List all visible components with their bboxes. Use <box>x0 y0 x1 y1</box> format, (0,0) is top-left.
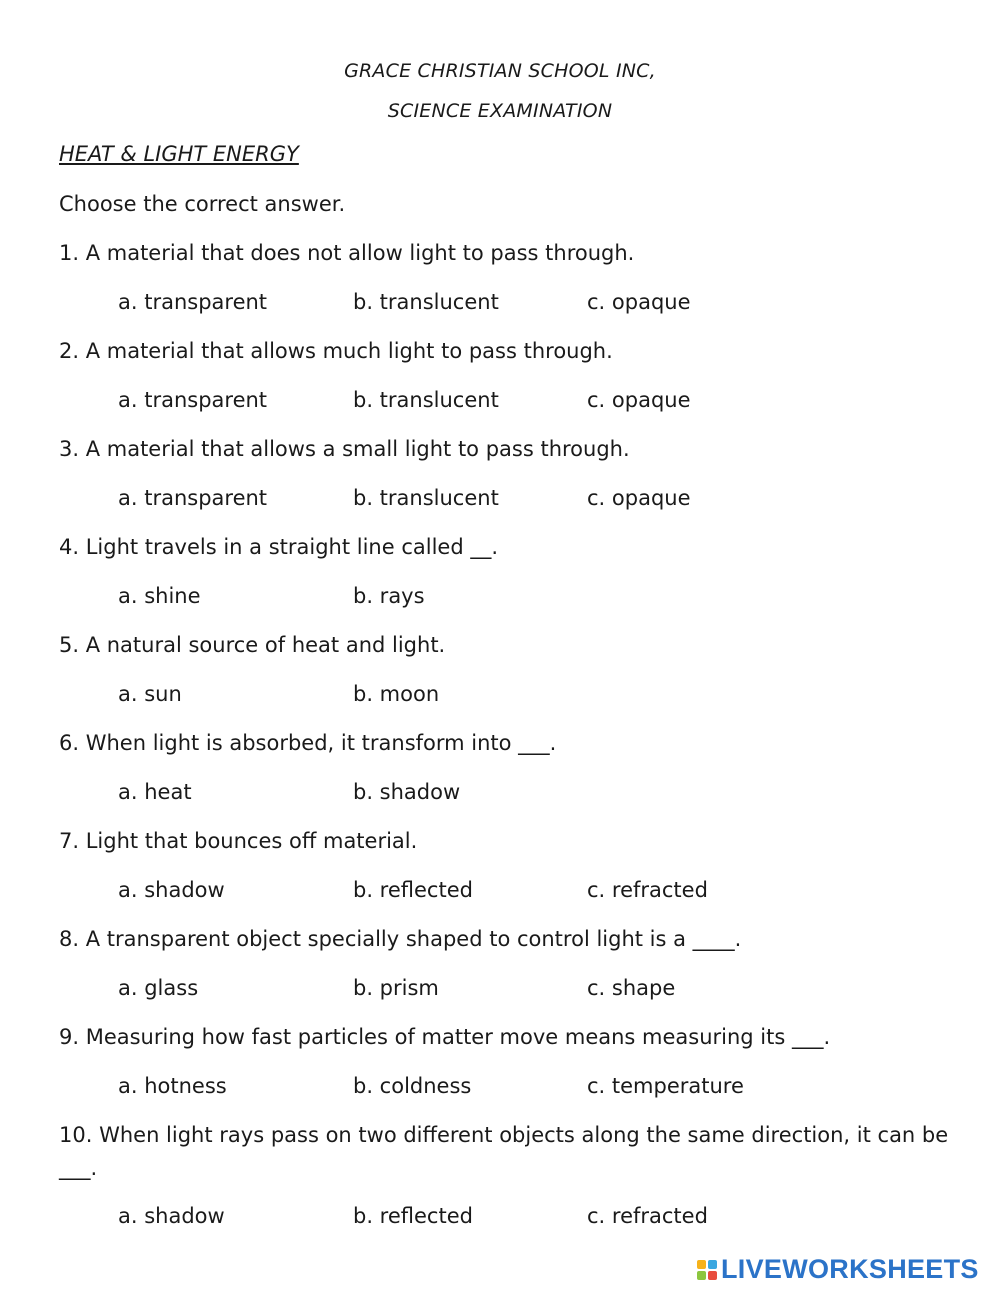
logo-tile <box>708 1260 717 1269</box>
question-4-option-a[interactable]: a. shine <box>118 584 201 608</box>
question-10-option-b[interactable]: b. reflected <box>353 1204 473 1228</box>
brand-name: LIVEWORKSHEETS <box>721 1254 979 1284</box>
liveworksheets-brand <box>697 1254 979 1285</box>
question-2-option-a[interactable]: a. transparent <box>118 388 268 412</box>
question-4: 4. Light travels in a straight line called __. <box>59 535 499 559</box>
question-10: 10. When light rays pass on two different objects along the same direction, it can be ___. <box>59 1123 949 1180</box>
question-10-option-a[interactable]: a. shadow <box>118 1204 225 1228</box>
question-2-option-b[interactable]: b. translucent <box>353 388 499 412</box>
question-5-option-b[interactable]: b. moon <box>353 682 440 706</box>
question-3: 3. A material that allows a small light to pass through. <box>59 437 630 461</box>
liveworksheets-logo-icon <box>697 1260 717 1280</box>
question-8-option-a[interactable]: a. glass <box>118 976 199 1000</box>
question-2-option-c[interactable]: c. opaque <box>587 388 691 412</box>
question-4-option-b[interactable]: b. rays <box>353 584 425 608</box>
question-8-option-b[interactable]: b. prism <box>353 976 439 1000</box>
question-7-option-a[interactable]: a. shadow <box>118 878 225 902</box>
question-1: 1. A material that does not allow light to pass through. <box>59 241 635 265</box>
question-6: 6. When light is absorbed, it transform into ___. <box>59 731 557 755</box>
question-8-option-c[interactable]: c. shape <box>587 976 676 1000</box>
question-6-option-b[interactable]: b. shadow <box>353 780 461 804</box>
question-7: 7. Light that bounces off material. <box>59 829 418 853</box>
question-5-option-a[interactable]: a. sun <box>118 682 182 706</box>
question-9-option-b[interactable]: b. coldness <box>353 1074 472 1098</box>
question-3-option-b[interactable]: b. translucent <box>353 486 499 510</box>
question-6-option-a[interactable]: a. heat <box>118 780 192 804</box>
school-name: GRACE CHRISTIAN SCHOOL INC, <box>344 60 656 82</box>
question-10-option-c[interactable]: c. refracted <box>587 1204 708 1228</box>
question-9-option-c[interactable]: c. temperature <box>587 1074 744 1098</box>
question-9-option-a[interactable]: a. hotness <box>118 1074 227 1098</box>
question-9: 9. Measuring how fast particles of matter move means measuring its ___. <box>59 1025 831 1049</box>
topic-heading: HEAT & LIGHT ENERGY <box>59 142 299 166</box>
logo-tile <box>708 1271 717 1280</box>
exam-title: SCIENCE EXAMINATION <box>387 100 613 122</box>
question-1-option-b[interactable]: b. translucent <box>353 290 499 314</box>
question-8: 8. A transparent object specially shaped to control light is a ____. <box>59 927 742 951</box>
question-7-option-b[interactable]: b. reflected <box>353 878 473 902</box>
logo-tile <box>697 1271 706 1280</box>
question-5: 5. A natural source of heat and light. <box>59 633 446 657</box>
instructions: Choose the correct answer. <box>59 192 346 216</box>
question-2: 2. A material that allows much light to pass through. <box>59 339 613 363</box>
question-3-option-a[interactable]: a. transparent <box>118 486 268 510</box>
question-3-option-c[interactable]: c. opaque <box>587 486 691 510</box>
question-7-option-c[interactable]: c. refracted <box>587 878 708 902</box>
logo-tile <box>697 1260 706 1269</box>
question-1-option-c[interactable]: c. opaque <box>587 290 691 314</box>
question-1-option-a[interactable]: a. transparent <box>118 290 268 314</box>
